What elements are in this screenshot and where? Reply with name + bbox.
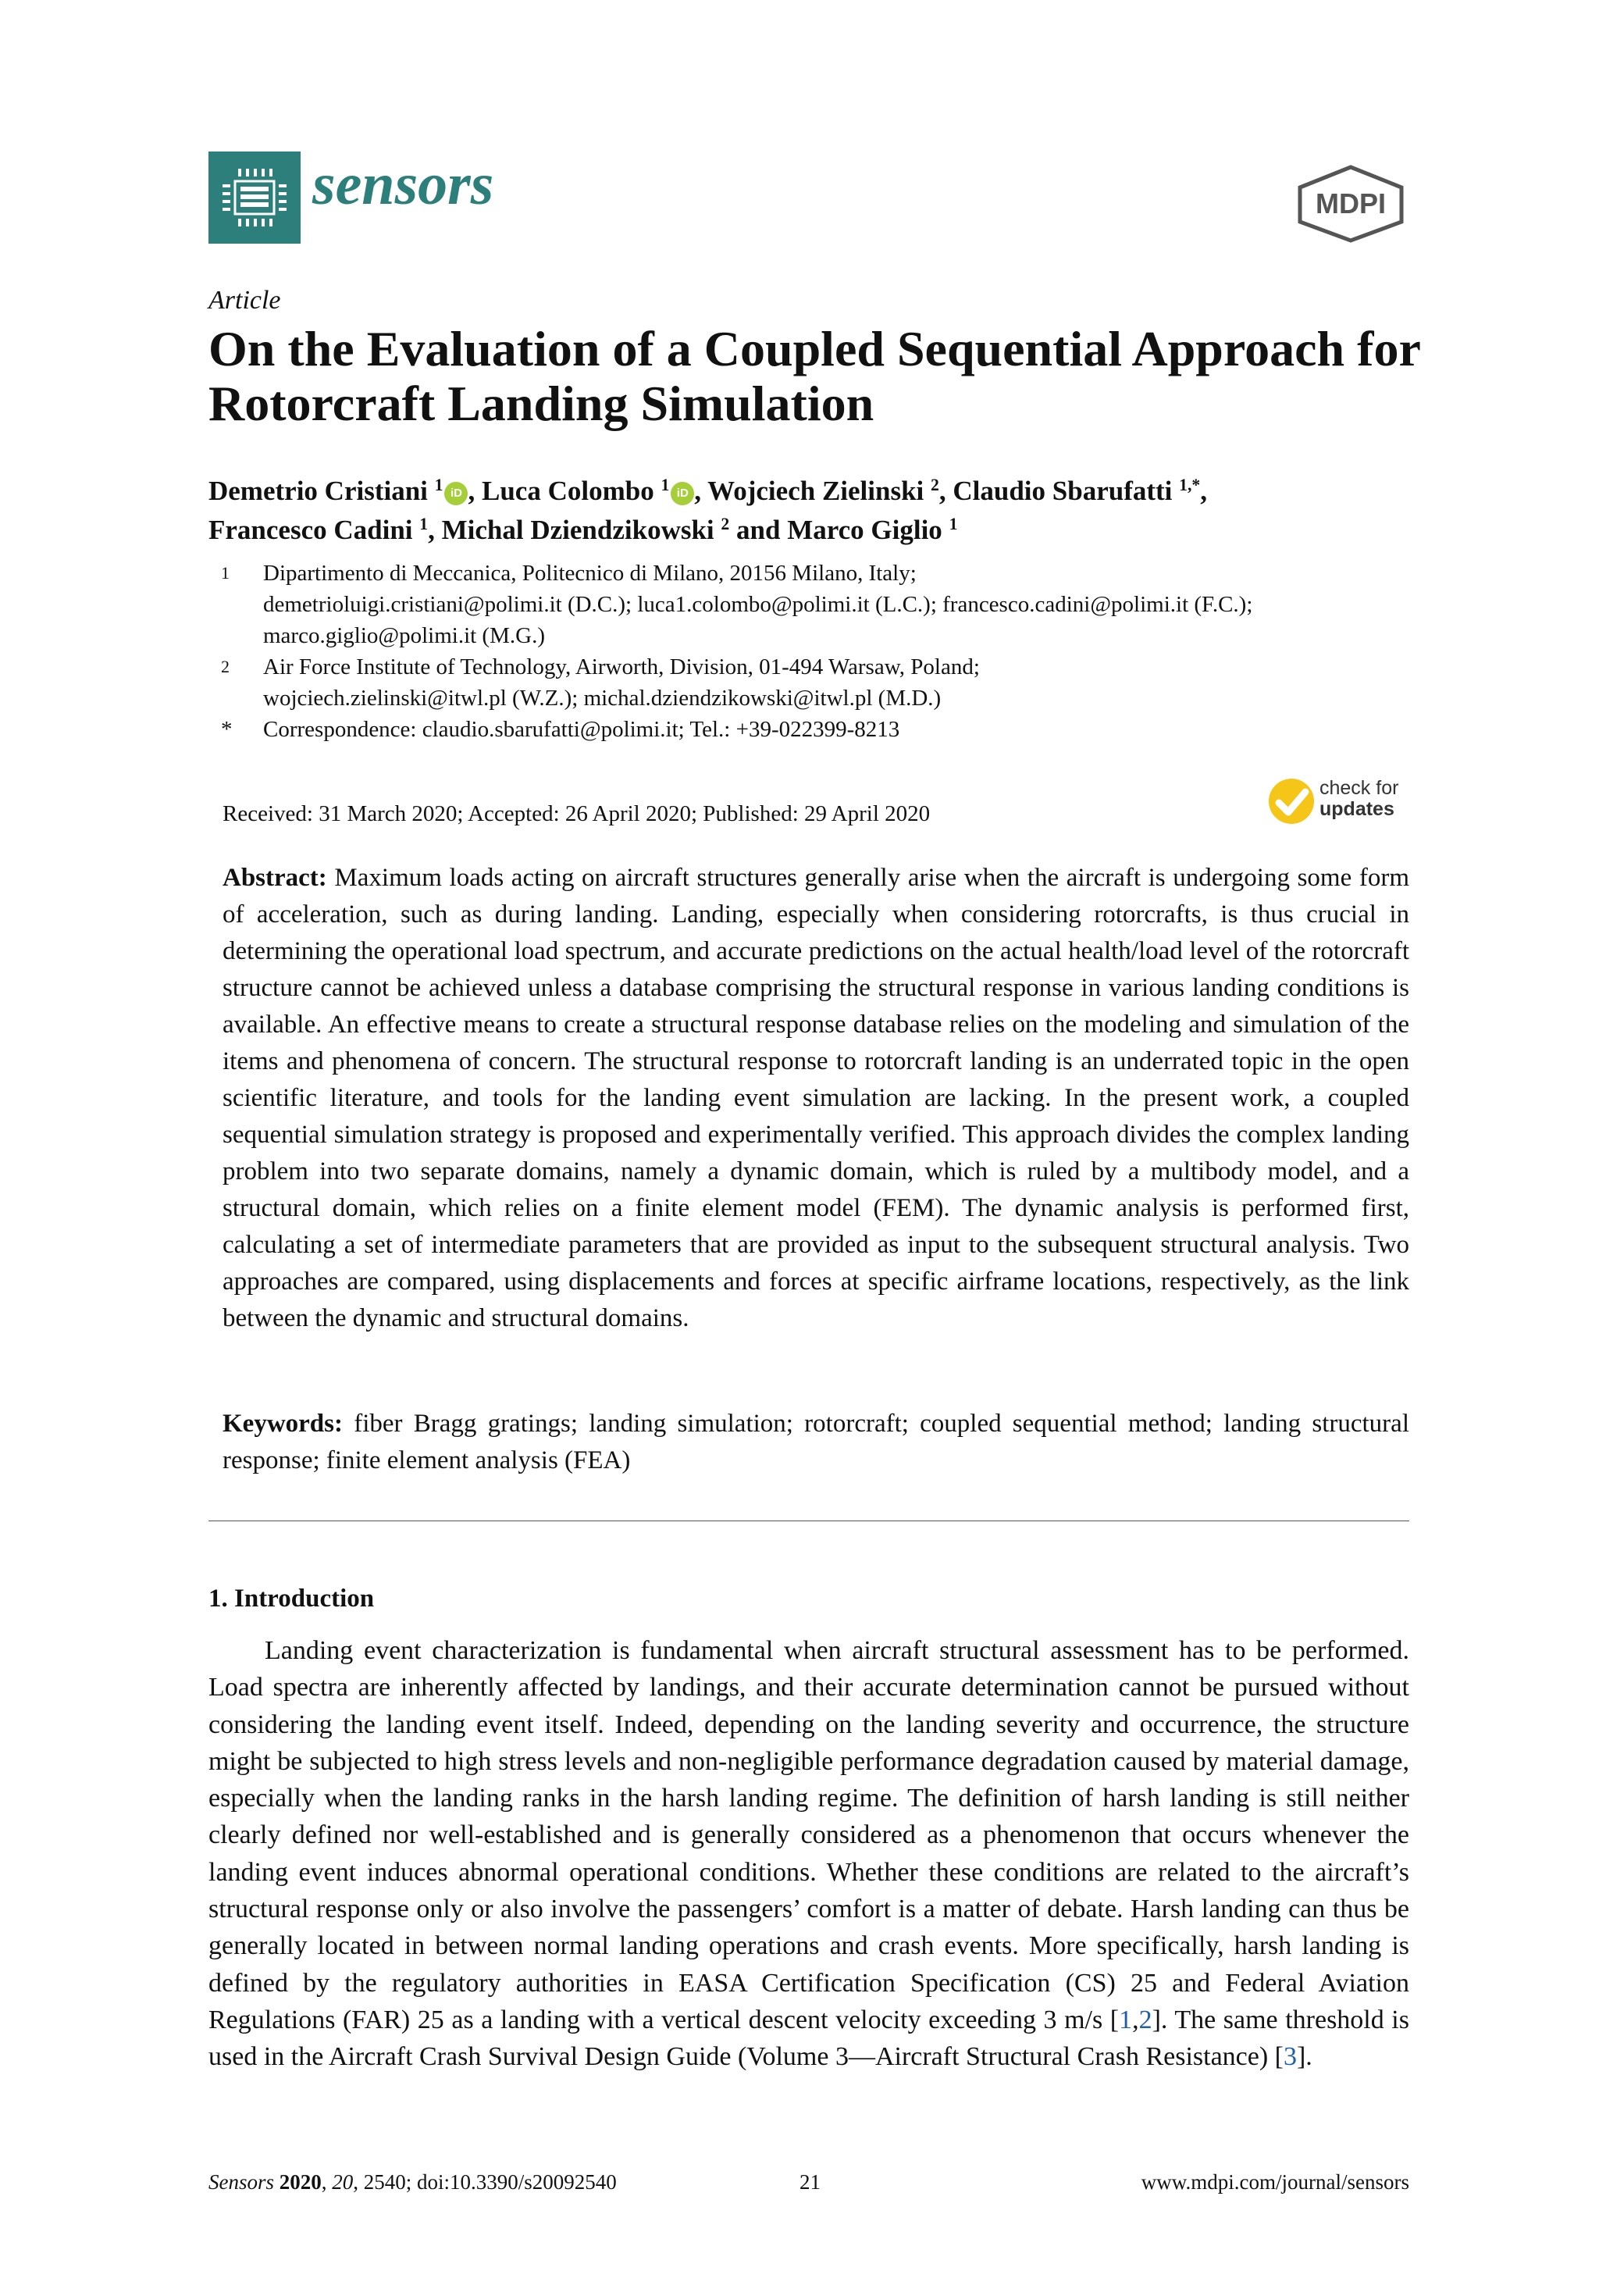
author-separator: ,	[694, 476, 708, 506]
intro-text-1: Landing event characterization is fundamental when aircraft structural assessment has to be performed. Load spectra are inherently affected by landings, and their accurate determination cannot be pursued without considering the landing event itself. Indeed, depending on the landing severity and occurrence, the structure might be subjected to high stress levels and non-negligible performance degradation caused by material damage, especially when the landing ranks in the harsh landing regime. The definition of harsh landing is still neither clearly defined nor well-established and is generally considered as a phenomenon that occurs whenever the landing event induces abnormal operational conditions. Whether these conditions are related to the aircraft’s structural response only or also involve the passengers’ comfort is a matter of debate. Harsh landing can thus be generally located in between normal landing operations and crash events. More specifically, harsh landing is defined by the regulatory authorities in EASA Certification Specification (CS) 25 and Federal Aviation Regulations (FAR) 25 as a landing with a vertical descent velocity exceeding 3 m/s [	[208, 1636, 1409, 2034]
check-updates-icon	[1269, 779, 1314, 824]
affiliation-line: Dipartimento di Meccanica, Politecnico di Milano, 20156 Milano, Italy;	[263, 561, 917, 586]
footer-volume: 20	[332, 2170, 354, 2194]
footer-citation: Sensors 2020, 20, 2540; doi:10.3390/s20092540	[208, 2170, 617, 2194]
affiliation-item	[208, 558, 1426, 651]
affiliation-mark: 2	[221, 657, 230, 676]
author-separator: ,	[428, 515, 442, 545]
affiliation-line: Air Force Institute of Technology, Airworth, Division, 01-494 Warsaw, Poland;	[263, 654, 980, 679]
author-name: Francesco Cadini	[208, 515, 413, 545]
affiliation-line: marco.giglio@polimi.it (M.G.)	[263, 623, 545, 648]
affiliation-line: wojciech.zielinski@itwl.pl (W.Z.); michal.dziendzikowski@itwl.pl (M.D.)	[263, 686, 942, 711]
footer-journal: Sensors	[208, 2170, 275, 2194]
intro-text-2: ]. The same threshold is used in the Aircraft Crash Survival Design Guide (Volume 3—Aircraft Structural Crash Resistance) [	[208, 2005, 1409, 2072]
author-separator: ,	[468, 476, 482, 506]
author-affiliation-mark: 1	[661, 476, 670, 495]
intro-text-3: ].	[1296, 2042, 1312, 2072]
citation-link-2[interactable]: 2	[1138, 2005, 1152, 2034]
citation-comma: ,	[1132, 2005, 1139, 2034]
section-heading: 1. Introduction	[208, 1585, 375, 1613]
footer-doi: , 2540; doi:10.3390/s20092540	[353, 2170, 617, 2194]
abstract-label: Abstract:	[223, 864, 327, 892]
page-number: 21	[800, 2170, 821, 2194]
author-affiliation-mark: 1	[949, 515, 958, 534]
publisher-name: MDPI	[1316, 187, 1386, 219]
orcid-icon[interactable]: iD	[671, 482, 694, 505]
abstract-text: Maximum loads acting on aircraft structures generally arise when the aircraft is undergoing some form of acceleration, such as during landing. Landing, especially when considering rotorcrafts, is thus crucial in determining the operational load spectrum, and accurate predictions on the actual health/load level of the rotorcraft structure cannot be achieved unless a database comprising the structural response in various landing conditions is available. An effective means to create a structural response database relies on the modeling and simulation of the items and phenomena of concern. The structural response to rotorcraft landing is an underrated topic in the open scientific literature, and tools for the landing event simulation are lacking. In the present work, a coupled sequential simulation strategy is proposed and experimentally verified. This approach divides the complex landing problem into two separate domains, namely a dynamic domain, which is ruled by a multibody model, and a structural domain, which relies on a finite element model (FEM). The dynamic analysis is performed first, calculating a set of intermediate parameters that are provided as input to the subsequent structural analysis. Two approaches are compared, using displacements and forces at specific airframe locations, respectively, as the link between the dynamic and structural domains.	[223, 864, 1410, 1332]
paper-title: On the Evaluation of a Coupled Sequential Approach for Rotorcraft Landing Simulation	[208, 321, 1420, 431]
author-name: Demetrio Cristiani	[208, 476, 428, 506]
affiliation-item	[208, 651, 1426, 714]
author-list	[208, 472, 1426, 550]
affiliation-line: demetrioluigi.cristiani@polimi.it (D.C.); luca1.colombo@polimi.it (L.C.); francesco.cadini@polimi.it (F.C.);	[263, 592, 1253, 617]
author-affiliation-mark: 1	[434, 476, 443, 495]
author-name: Luca Colombo	[481, 476, 654, 506]
citation-link-3[interactable]: 3	[1283, 2042, 1297, 2072]
citation-link-1[interactable]: 1	[1119, 2005, 1133, 2034]
author-separator: ,	[938, 476, 953, 506]
affiliation-line: Correspondence: claudio.sbarufatti@polimi.it; Tel.: +39-022399-8213	[263, 717, 900, 742]
author-affiliation-mark: 2	[721, 515, 730, 534]
journal-logo-icon	[208, 152, 301, 244]
author-affiliation-mark: 1,*	[1179, 476, 1201, 495]
publication-dates: Received: 31 March 2020; Accepted: 26 April 2020; Published: 29 April 2020	[223, 801, 931, 826]
check-updates-text[interactable]	[1319, 778, 1398, 820]
abstract	[223, 860, 1409, 1337]
check-updates-line2: updates	[1319, 798, 1394, 820]
affiliation-item	[208, 714, 1426, 745]
keywords	[223, 1406, 1409, 1479]
affiliations	[208, 558, 1426, 745]
footer-url[interactable]: www.mdpi.com/journal/sensors	[1141, 2170, 1409, 2194]
orcid-icon[interactable]: iD	[444, 482, 468, 505]
author-separator: and	[729, 515, 788, 545]
author-name: Marco Giglio	[787, 515, 942, 545]
author-name: Claudio Sbarufatti	[953, 476, 1173, 506]
author-affiliation-mark: 1	[419, 515, 429, 534]
publisher-logo	[1292, 164, 1409, 244]
article-type: Article	[208, 286, 281, 315]
author-affiliation-mark: 2	[931, 476, 939, 495]
keywords-text: fiber Bragg gratings; landing simulation; rotorcraft; coupled sequential method; landing structural response; finite element analysis (FEA)	[223, 1410, 1409, 1474]
affiliation-mark: *	[221, 717, 233, 742]
author-name: Wojciech Zielinski	[707, 476, 924, 506]
affiliation-mark: 1	[221, 563, 230, 583]
journal-name: sensors	[312, 152, 494, 217]
keywords-label: Keywords:	[223, 1410, 343, 1438]
introduction-paragraph	[208, 1632, 1409, 2076]
footer-year: 2020	[279, 2170, 322, 2194]
author-separator: ,	[1200, 476, 1208, 506]
author-name: Michal Dziendzikowski	[441, 515, 714, 545]
check-updates-line1: check for	[1319, 777, 1399, 799]
